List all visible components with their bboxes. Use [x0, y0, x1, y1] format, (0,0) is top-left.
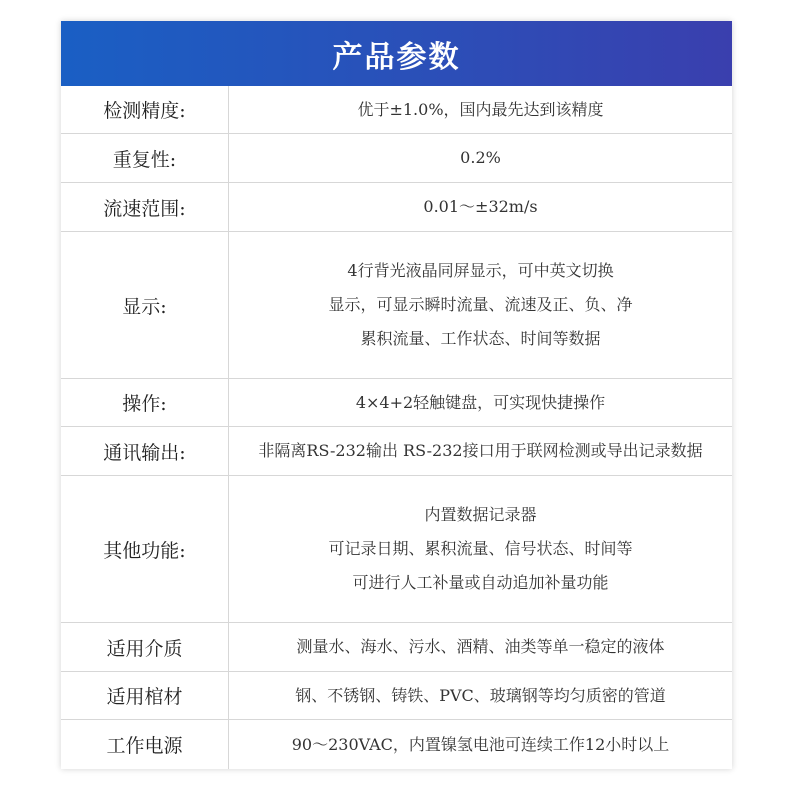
row-value-line: 钢、不锈钢、铸铁、PVC、玻璃钢等均匀质密的管道	[295, 685, 666, 705]
row-value	[229, 623, 732, 671]
row-value-line: 累积流量、工作状态、时间等数据	[360, 329, 601, 348]
table-row	[61, 232, 732, 379]
row-label: 检测精度:	[61, 86, 229, 133]
table-row	[61, 427, 732, 476]
table-row	[61, 183, 732, 232]
row-label: 操作:	[61, 379, 229, 426]
table-row	[61, 379, 732, 427]
row-value-line: 90～230VAC，内置镍氢电池可连续工作12小时以上	[291, 734, 670, 754]
table-row	[61, 134, 732, 183]
row-label: 其他功能:	[61, 476, 229, 622]
row-value	[229, 476, 732, 622]
table-row	[61, 86, 732, 134]
row-value	[229, 720, 732, 769]
table-row	[61, 672, 732, 720]
row-label: 流速范围:	[61, 183, 229, 231]
row-value	[229, 86, 732, 133]
row-value	[229, 672, 732, 719]
row-value-line: 可记录日期、累积流量、信号状态、时间等	[328, 539, 633, 558]
table-row	[61, 476, 732, 623]
row-label: 适用介质	[61, 623, 229, 671]
row-label: 工作电源	[61, 720, 229, 769]
row-value	[229, 427, 732, 475]
row-value	[229, 183, 732, 231]
params-table	[61, 86, 732, 769]
row-label: 适用棺材	[61, 672, 229, 719]
row-value	[229, 379, 732, 426]
row-value-line: 可进行人工补量或自动追加补量功能	[352, 573, 609, 592]
row-value-line: 显示，可显示瞬时流量、流速及正、负、净	[328, 295, 633, 314]
page-title: 产品参数	[332, 39, 461, 75]
row-value-line: 优于±1.0%，国内最先达到该精度	[357, 99, 604, 119]
row-value-line: 非隔离RS-232输出 RS-232接口用于联网检测或导出记录数据	[258, 441, 703, 460]
product-params-card	[61, 21, 732, 769]
row-value-line: 测量水、海水、污水、酒精、油类等单一稳定的液体	[296, 637, 665, 656]
row-value	[229, 134, 732, 182]
row-value-line: 0.2%	[460, 148, 501, 167]
row-label: 通讯输出:	[61, 427, 229, 475]
table-row	[61, 720, 732, 769]
row-value-line: 内置数据记录器	[424, 505, 537, 524]
row-label: 显示:	[61, 232, 229, 378]
row-value-line: 4×4+2轻触键盘，可实现快捷操作	[355, 392, 606, 412]
row-value-line: 4行背光液晶同屏显示，可中英文切换	[347, 261, 614, 280]
row-value	[229, 232, 732, 378]
header-banner	[61, 21, 732, 86]
row-label: 重复性:	[61, 134, 229, 182]
table-row	[61, 623, 732, 672]
row-value-line: 0.01～±32m/s	[423, 197, 538, 216]
